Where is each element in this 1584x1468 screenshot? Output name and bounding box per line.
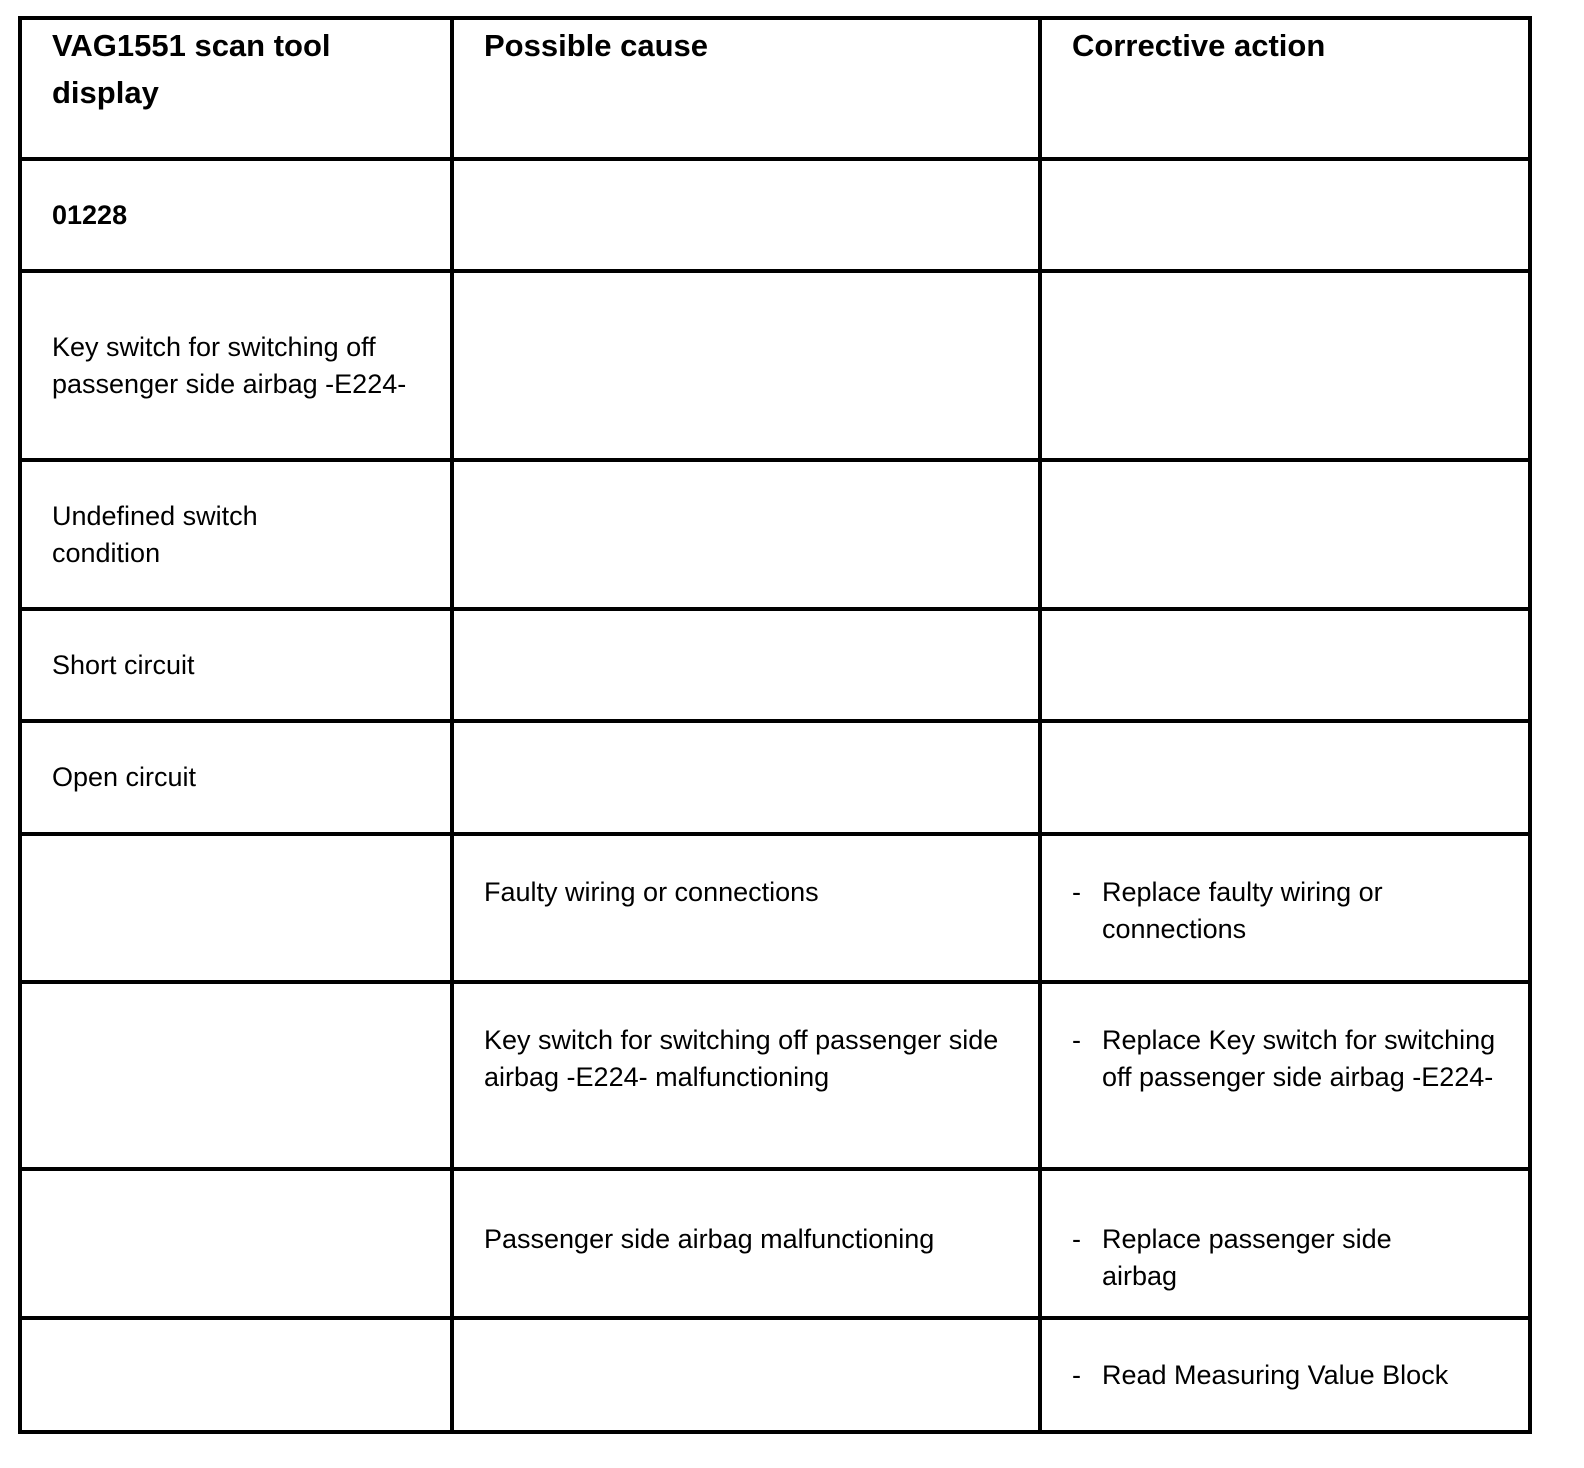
- table-row: [20, 271, 1530, 460]
- display-cell: Undefined switch condition: [20, 460, 452, 609]
- table-row: [20, 460, 1530, 609]
- bullet-dash: -: [1072, 1025, 1081, 1055]
- cause-cell: [452, 1318, 1040, 1432]
- table-row: [20, 721, 1530, 834]
- bullet-dash: -: [1072, 877, 1081, 907]
- display-cell: Open circuit: [20, 721, 452, 834]
- action-cell: [1040, 721, 1530, 834]
- bullet-dash: -: [1072, 1359, 1081, 1390]
- table-row: [20, 159, 1530, 271]
- fault-code: 01228: [20, 159, 452, 271]
- cause-cell: Key switch for switching off passenger side airbag -E224- malfunctioning: [452, 982, 1040, 1169]
- cause-cell: [452, 721, 1040, 834]
- cause-cell: [452, 159, 1040, 271]
- fault-table: [18, 16, 1532, 1434]
- header-corrective-action: Corrective action: [1040, 18, 1530, 159]
- cause-cell: Faulty wiring or connections: [452, 834, 1040, 982]
- header-row: [20, 18, 1530, 159]
- table-row: [20, 1169, 1530, 1318]
- display-cell: [20, 1169, 452, 1318]
- action-text: Replace passenger side airbag: [1102, 1224, 1392, 1291]
- cause-cell: [452, 271, 1040, 460]
- action-cell: [1040, 982, 1530, 1169]
- display-cell: Short circuit: [20, 609, 452, 721]
- display-cell: [20, 982, 452, 1169]
- table-row: [20, 609, 1530, 721]
- display-cell: Key switch for switching off passenger side airbag -E224-: [20, 271, 452, 460]
- table-row: [20, 982, 1530, 1169]
- action-cell: [1040, 159, 1530, 271]
- action-cell: [1040, 1169, 1530, 1318]
- header-possible-cause: Possible cause: [452, 18, 1040, 159]
- display-cell: [20, 1318, 452, 1432]
- action-text: Read Measuring Value Block: [1102, 1359, 1449, 1390]
- cause-cell: [452, 609, 1040, 721]
- table-row: [20, 834, 1530, 982]
- header-scan-tool-display: VAG1551 scan tool display: [20, 18, 452, 159]
- action-cell: [1040, 609, 1530, 721]
- display-cell: [20, 834, 452, 982]
- action-cell: [1040, 1318, 1530, 1432]
- action-text: Replace faulty wiring or connections: [1102, 877, 1383, 944]
- cause-cell: [452, 460, 1040, 609]
- action-text: Replace Key switch for switching off passenger side airbag -E224-: [1102, 1025, 1496, 1092]
- cause-cell: Passenger side airbag malfunctioning: [452, 1169, 1040, 1318]
- bullet-dash: -: [1072, 1224, 1081, 1254]
- action-cell: [1040, 271, 1530, 460]
- action-cell: [1040, 460, 1530, 609]
- action-cell: [1040, 834, 1530, 982]
- table-row: [20, 1318, 1530, 1432]
